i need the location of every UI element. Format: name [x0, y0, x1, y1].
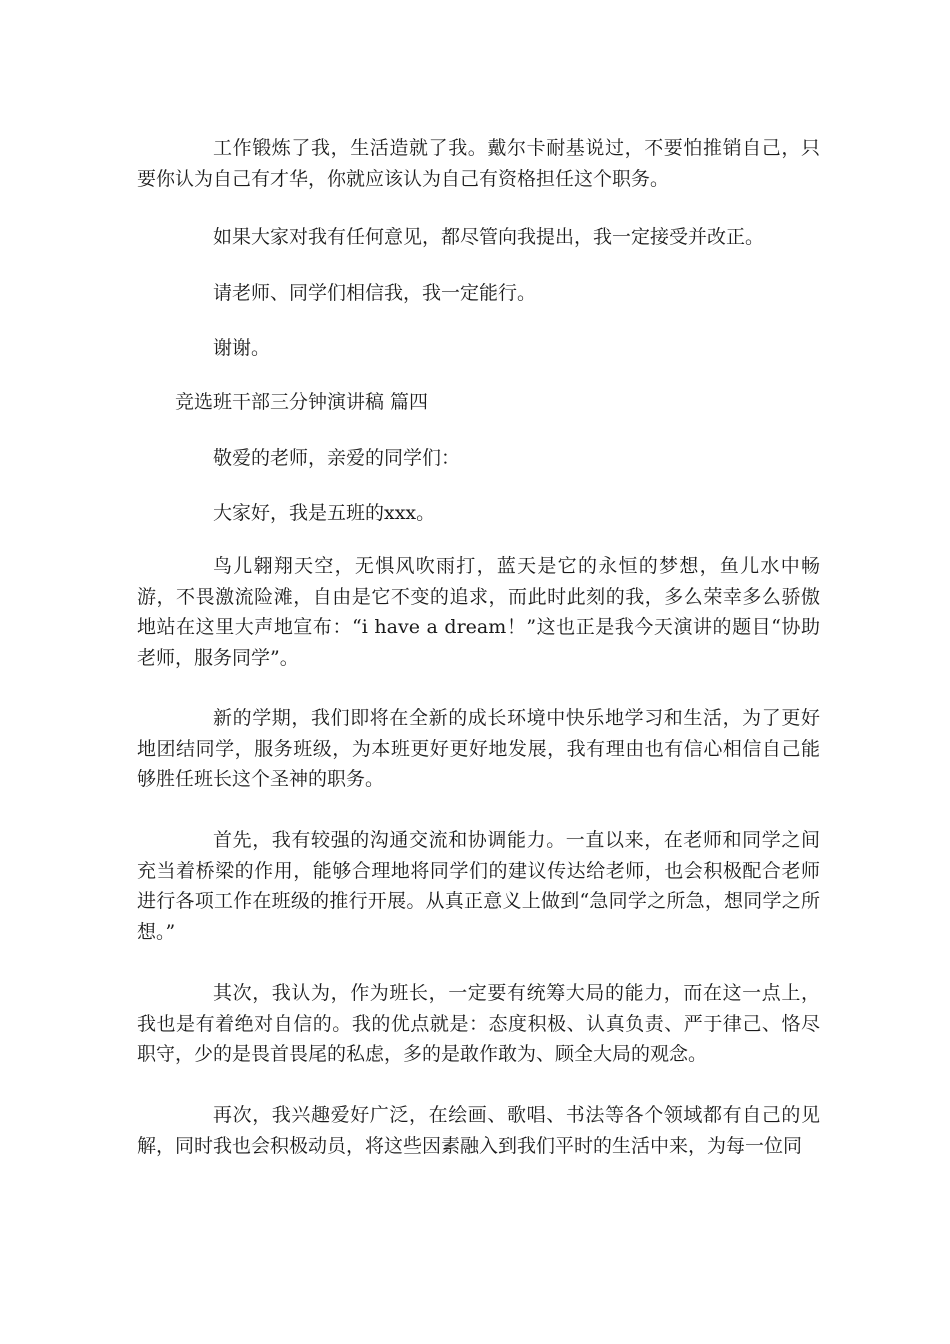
paragraph-trust-me: 请老师、同学们相信我，我一定能行。	[213, 282, 537, 304]
paragraph-self-promotion: 工作锻炼了我，生活造就了我。戴尔卡耐基说过，不要怕推销自己，只要你认为自己有才华，你就应该认为自己有资格担任这个职务。	[137, 137, 820, 190]
section-heading: 竞选班干部三分钟演讲稿 篇四	[175, 391, 429, 413]
paragraph-accept-opinions: 如果大家对我有任何意见，都尽管向我提出，我一定接受并改正。	[213, 226, 765, 248]
paragraph-thanks: 谢谢。	[213, 337, 271, 359]
paragraph-firstly: 首先，我有较强的沟通交流和协调能力。一直以来，在老师和同学之间充当着桥梁的作用，能够合理地将同学们的建议传达给老师，也会积极配合老师进行各项工作在班级的推行开展。从真正意义上做到“急同学之所急，想同学之所想。”	[137, 829, 820, 943]
paragraph-new-semester: 新的学期，我们即将在全新的成长环境中快乐地学习和生活，为了更好地团结同学，服务班级，为本班更好更好地发展，我有理由也有信心相信自己能够胜任班长这个圣神的职务。	[137, 707, 820, 790]
paragraph-greeting: 敬爱的老师，亲爱的同学们：	[213, 447, 461, 469]
paragraph-secondly: 其次，我认为，作为班长，一定要有统筹大局的能力，而在这一点上，我也是有着绝对自信的。我的优点就是：态度积极、认真负责、严于律己、恪尽职守，少的是畏首畏尾的私虑，多的是敢作敢为、顾全大局的观念。	[137, 982, 820, 1065]
paragraph-introduction: 大家好，我是五班的xxx。	[213, 502, 436, 524]
paragraph-thirdly: 再次，我兴趣爱好广泛，在绘画、歌唱、书法等各个领域都有自己的见解，同时我也会积极动员，将这些因素融入到我们平时的生活中来，为每一位同	[137, 1104, 820, 1157]
paragraph-dream: 鸟儿翱翔天空，无惧风吹雨打，蓝天是它的永恒的梦想，鱼儿水中畅游，不畏激流险滩，自由是它不变的追求，而此时此刻的我，多么荣幸多么骄傲地站在这里大声地宣布：“i have a dream！”这也正是我今天演讲的题目“协助老师，服务同学”。	[137, 555, 820, 669]
